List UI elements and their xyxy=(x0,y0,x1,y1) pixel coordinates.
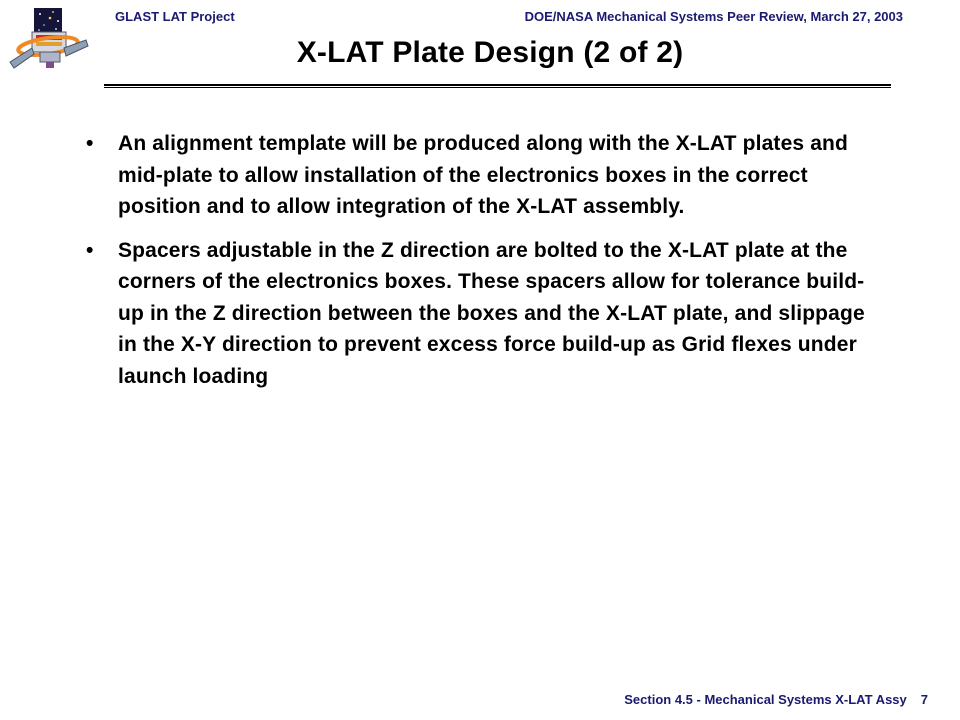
bullet-item xyxy=(86,235,886,393)
glast-satellite-logo-icon xyxy=(6,6,90,74)
bullet-list xyxy=(86,128,886,404)
slide-title: X-LAT Plate Design (2 of 2) xyxy=(296,36,684,69)
slide-footer xyxy=(624,692,928,707)
bullet-item xyxy=(86,128,886,223)
footer-section: Section 4.5 - Mechanical Systems X-LAT Assy xyxy=(624,692,907,707)
bullet-marker: • xyxy=(86,132,94,155)
bullet-text: An alignment template will be produced along with the X-LAT plates and mid-plate to allow installation of the electronics boxes in the correct position and to allow integration of the X-LAT assembly. xyxy=(118,132,848,218)
bullet-text: Spacers adjustable in the Z direction are bolted to the X-LAT plate at the corners of the electronics boxes. These spacers allow for tolerance build-up in the Z direction between the boxes and the X-LAT plate, and slippage in the X-Y direction to prevent excess force build-up as Grid flexes under launch loading xyxy=(118,238,865,388)
title-divider xyxy=(104,84,891,88)
page-number: 7 xyxy=(920,692,928,707)
bullet-marker: • xyxy=(86,238,94,262)
review-title: DOE/NASA Mechanical Systems Peer Review, March 27, 2003 xyxy=(524,9,903,24)
project-name: GLAST LAT Project xyxy=(115,9,235,24)
